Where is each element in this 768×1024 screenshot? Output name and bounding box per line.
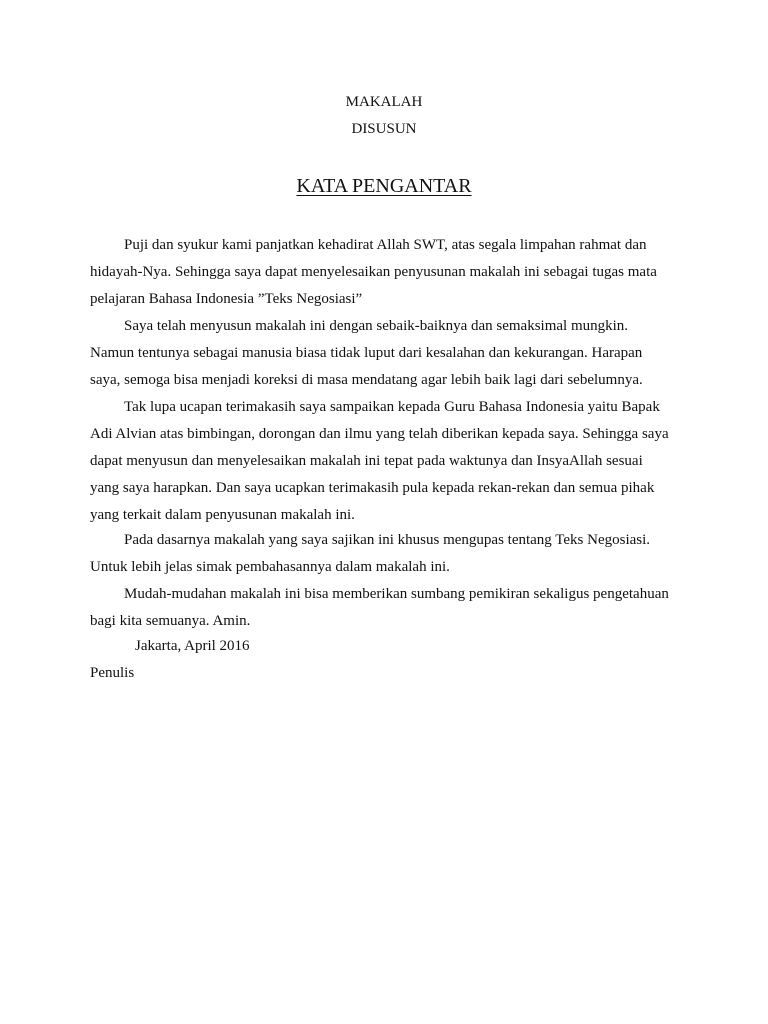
body-line: Tak lupa ucapan terimakasih saya sampaikan kepada Guru Bahasa Indonesia yaitu Bapak — [124, 399, 660, 415]
header-makalah: MAKALAH — [345, 94, 423, 110]
body-line: Pada dasarnya makalah yang saya sajikan ini khusus mengupas tentang Teks Negosiasi. — [124, 532, 651, 548]
body-line: pelajaran Bahasa Indonesia ”Teks Negosiasi” — [90, 291, 363, 307]
page-title — [0, 174, 768, 198]
body-line: dapat menyusun dan menyelesaikan makalah ini tepat pada waktunya dan InsyaAllah sesuai — [90, 453, 643, 469]
body-line: saya, semoga bisa menjadi koreksi di masa mendatang agar lebih baik lagi dari sebelumnya. — [90, 372, 643, 388]
author-label: Penulis — [90, 665, 135, 681]
body-line: Puji dan syukur kami panjatkan kehadirat Allah SWT, atas segala limpahan rahmat dan — [124, 237, 647, 253]
body-line: Saya telah menyusun makalah ini dengan sebaik-baiknya dan semaksimal mungkin. — [124, 318, 629, 334]
body-line: Namun tentunya sebagai manusia biasa tidak luput dari kesalahan dan kekurangan. Harapan — [90, 345, 643, 361]
body-line: Adi Alvian atas bimbingan, dorongan dan ilmu yang telah diberikan kepada saya. Sehingga saya — [90, 426, 669, 442]
body-line: yang terkait dalam penyusunan makalah ini. — [90, 507, 355, 523]
page-title-text: KATA PENGANTAR — [296, 175, 472, 197]
header-disusun: DISUSUN — [351, 121, 417, 137]
place-date: Jakarta, April 2016 — [135, 638, 250, 654]
body-line: bagi kita semuanya. Amin. — [90, 613, 251, 629]
body-line: yang saya harapkan. Dan saya ucapkan terimakasih pula kepada rekan-rekan dan semua pihak — [90, 480, 655, 496]
body-line: Untuk lebih jelas simak pembahasannya dalam makalah ini. — [90, 559, 450, 575]
body-line: hidayah-Nya. Sehingga saya dapat menyelesaikan penyusunan makalah ini sebagai tugas mata — [90, 264, 657, 280]
body-line: Mudah-mudahan makalah ini bisa memberikan sumbang pemikiran sekaligus pengetahuan — [124, 586, 669, 602]
